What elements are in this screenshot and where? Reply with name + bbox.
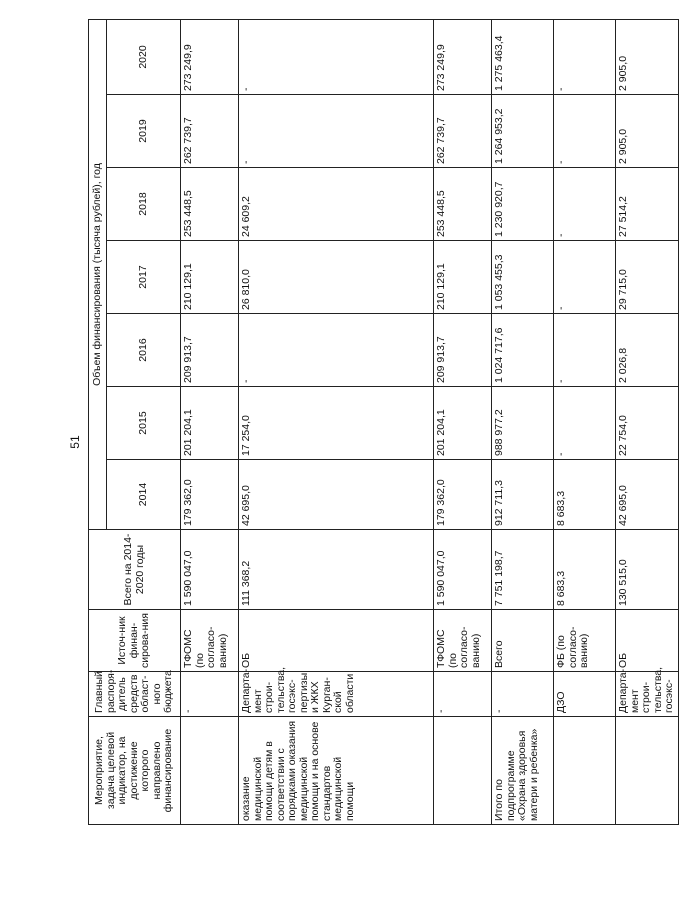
table-row [434, 19, 492, 824]
year-value-cell: 1 053 455,3 [492, 241, 554, 314]
header-financing-group: Объем финансирования (тысяча рублей), год [89, 19, 107, 529]
manager-cell: ДЗО [554, 672, 616, 717]
year-value-cell: 179 362,0 [434, 460, 492, 530]
year-value-cell: 26 810,0 [239, 241, 434, 314]
source-cell: ОБ [616, 610, 679, 672]
measure-cell: оказание медицинской помощи детям в соответствии с порядками оказания медицинской помощи и на основе стандартов медицинской помощи [239, 717, 434, 825]
year-value-cell: 912 711,3 [492, 460, 554, 530]
source-cell: ТФОМС (по согласо-ванию) [434, 610, 492, 672]
year-value-cell: 273 249,9 [181, 19, 239, 94]
table-row [239, 19, 434, 824]
year-value-cell: 179 362,0 [181, 460, 239, 530]
header-year: 2018 [107, 168, 181, 241]
table-row [492, 19, 554, 824]
year-value-cell: 27 514,2 [616, 168, 679, 241]
financing-table-rotated [88, 20, 675, 825]
total-cell: 1 590 047,0 [434, 530, 492, 610]
year-value-cell: 201 204,1 [181, 387, 239, 460]
year-value-cell: - [554, 19, 616, 94]
manager-cell: Департа-мент строи-тельства, госэкс-пертизы и ЖКХ Курган-ской области [239, 672, 434, 717]
manager-cell: - [492, 672, 554, 717]
year-value-cell: 42 695,0 [239, 460, 434, 530]
measure-cell: Итого по подпрограмме «Охрана здоровья матери и ребенка» [492, 717, 554, 825]
year-value-cell: 209 913,7 [434, 314, 492, 387]
header-measure: Мероприятие, задача целевой индикатор, на достижение которого направлено финансирование [89, 717, 181, 825]
header-year: 2019 [107, 95, 181, 168]
year-value-cell: - [239, 314, 434, 387]
year-value-cell: 1 264 953,2 [492, 95, 554, 168]
source-cell: Всего [492, 610, 554, 672]
header-total: Всего на 2014-2020 годы [89, 530, 181, 610]
year-value-cell: - [554, 168, 616, 241]
header-year: 2014 [107, 460, 181, 530]
measure-cell [181, 717, 239, 825]
financing-table [88, 19, 679, 825]
year-value-cell: 24 609,2 [239, 168, 434, 241]
total-cell: 130 515,0 [616, 530, 679, 610]
year-value-cell: - [554, 95, 616, 168]
year-value-cell: 262 739,7 [181, 95, 239, 168]
total-cell: 7 751 198,7 [492, 530, 554, 610]
year-value-cell: 210 129,1 [434, 241, 492, 314]
year-value-cell: - [239, 95, 434, 168]
year-value-cell: 2 905,0 [616, 19, 679, 94]
year-value-cell: 2 026,8 [616, 314, 679, 387]
year-value-cell: 262 739,7 [434, 95, 492, 168]
header-manager: Главный распоря-дитель средств област-ного бюджета [89, 672, 181, 717]
table-row [181, 19, 239, 824]
manager-cell: Департа-мент строи-тельства, госэкс- [616, 672, 679, 717]
source-cell: ФБ (по согласо-ванию) [554, 610, 616, 672]
year-value-cell: 22 754,0 [616, 387, 679, 460]
measure-cell [616, 717, 679, 825]
total-cell: 8 683,3 [554, 530, 616, 610]
source-cell: ОБ [239, 610, 434, 672]
measure-cell [554, 717, 616, 825]
year-value-cell: 1 230 920,7 [492, 168, 554, 241]
year-value-cell: 17 254,0 [239, 387, 434, 460]
year-value-cell: 253 448,5 [181, 168, 239, 241]
table-row [616, 19, 679, 824]
year-value-cell: 1 275 463,4 [492, 19, 554, 94]
year-value-cell: 29 715,0 [616, 241, 679, 314]
header-year: 2020 [107, 19, 181, 94]
source-cell: ТФОМС (по согласо-ванию) [181, 610, 239, 672]
year-value-cell: 42 695,0 [616, 460, 679, 530]
header-year: 2015 [107, 387, 181, 460]
year-value-cell: 210 129,1 [181, 241, 239, 314]
year-value-cell: 2 905,0 [616, 95, 679, 168]
year-value-cell: 253 448,5 [434, 168, 492, 241]
year-value-cell: 201 204,1 [434, 387, 492, 460]
year-value-cell: - [554, 387, 616, 460]
header-row-1 [89, 19, 107, 824]
year-value-cell: 8 683,3 [554, 460, 616, 530]
manager-cell: - [434, 672, 492, 717]
table-row [554, 19, 616, 824]
total-cell: 111 368,2 [239, 530, 434, 610]
year-value-cell: - [239, 19, 434, 94]
header-year: 2017 [107, 241, 181, 314]
year-value-cell: - [554, 314, 616, 387]
year-value-cell: 273 249,9 [434, 19, 492, 94]
total-cell: 1 590 047,0 [181, 530, 239, 610]
measure-cell [434, 717, 492, 825]
manager-cell: - [181, 672, 239, 717]
year-value-cell: - [554, 241, 616, 314]
page-number: 51 [68, 435, 82, 449]
header-year: 2016 [107, 314, 181, 387]
year-value-cell: 988 977,2 [492, 387, 554, 460]
header-source: Источ-ник финан-сирова-ния [89, 610, 181, 672]
year-value-cell: 209 913,7 [181, 314, 239, 387]
year-value-cell: 1 024 717,6 [492, 314, 554, 387]
